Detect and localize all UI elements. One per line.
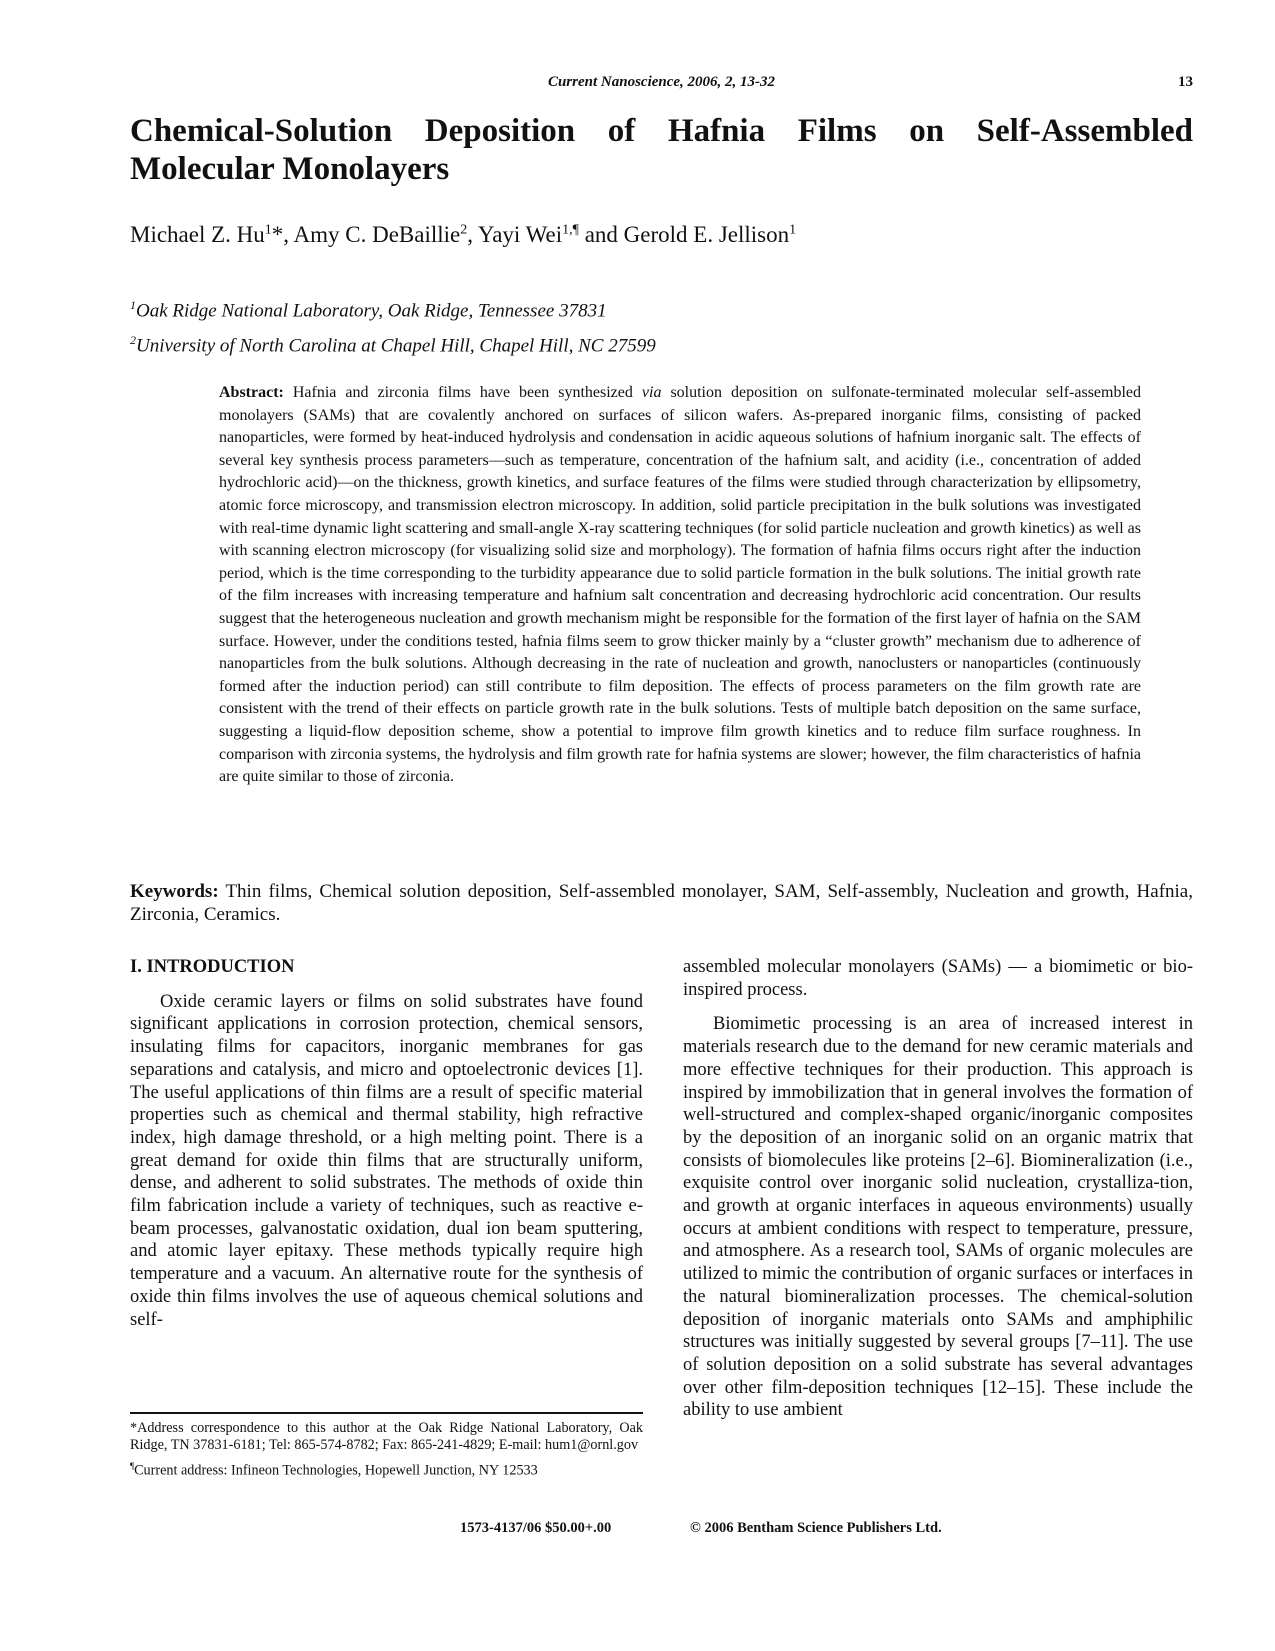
journal-pages: 13-32 [740,74,776,90]
footnote-correspondence: *Address correspondence to this author at the Oak Ridge National Laboratory, Oak Ridge, TN 37831-6181; Tel: 865-574-8782; Fax: 865-241-4829; E-mail: hum1@ornl.gov [130,1420,643,1453]
affiliation-1 [130,298,1193,322]
journal-name: Current Nanoscience, [547,74,684,90]
author-name: Michael Z. Hu [130,222,265,247]
footer-issn: 1573-4137/06 $50.00+.00 [460,1520,612,1536]
footer-copyright: © 2006 Bentham Science Publishers Ltd. [690,1520,942,1536]
author-affiliation-mark: 2 [460,222,468,238]
introduction-paragraph-1: Oxide ceramic layers or films on solid substrates have found significant applications in corrosion protection, chemical sensors, insulating films for capacitors, inorganic membranes for gas separations and catalysis, and micro and optoelectronic devices [1]. The useful applications of thin films are a result of specific material properties such as chemical and thermal stability, high refractive index, high damage threshold, or a high melting point. There is a great demand for oxide thin films that are structurally uniform, dense, and adherent to solid substrates. The methods of oxide thin film fabrication include a variety of techniques, such as reactive e-beam processes, galvanostatic oxidation, dual ion beam sputtering, and atomic layer epitaxy. These methods typically require high temperature and a vacuum. An alternative route for the synthesis of oxide thin films involves the use of aqueous chemical solutions and self- [130,991,643,1330]
author-affiliation-mark: 1,¶ [562,222,579,238]
abstract-label: Abstract: [219,384,284,401]
left-column [130,956,643,1331]
affiliation-mark: 2 [130,333,136,347]
page-footer [130,1520,1193,1540]
keywords-text: Thin films, Chemical solution deposition, Self-assembled monolayer, SAM, Self-assembly, Nucleation and growth, Hafnia, Zirconia, Ceramics. [130,881,1193,925]
journal-year: 2006, [687,74,722,90]
author-list [130,222,1193,248]
affiliation-text: Oak Ridge National Laboratory, Oak Ridge, Tennessee 37831 [136,300,607,322]
author-affiliation-mark: 1 [264,222,272,238]
journal-volume: 2, [725,74,737,90]
page-number: 13 [1178,74,1193,90]
author-name: Yayi Wei [477,222,563,247]
footnote-current-address-text: Current address: Infineon Technologies, Hopewell Junction, NY 12533 [134,1462,538,1479]
introduction-continuation: assembled molecular monolayers (SAMs) — a biomimetic or bio-inspired process. [683,957,1193,1000]
section-heading-introduction: I. INTRODUCTION [130,957,295,977]
abstract-text-rest: solution deposition on sulfonate-terminated molecular self-assembled monolayers (SAMs) that are covalently anchored on surfaces of silicon wafers. As-prepared inorganic films, consisting of packed nanoparticles, were formed by heat-induced hydrolysis and condensation in acidic aqueous solutions of hafnium inorganic salt. The effects of several key synthesis process parameters—such as temperature, concentration of the hafnium salt, and acidity (i.e., concentration of added hydrochloric acid)—on the thickness, growth kinetics, and surface features of the films were studied through characterization by ellipsometry, atomic force microscopy, and transmission electron microscopy. In addition, solid particle precipitation in the bulk solutions was investigated with real-time dynamic light scattering and small-angle X-ray scattering techniques (for solid particle nucleation and growth kinetics) as well as with scanning electron microscopy (for visualizing solid size and morphology). The formation of hafnia films occurs right after the induction period, which is the time corresponding to the turbidity appearance due to solid particle formation in the bulk solutions. The initial growth rate of the film increases with increasing temperature and hafnium salt concentration and decreasing hydrochloric acid concentration. Our results suggest that the heterogeneous nucleation and growth mechanism might be responsible for the formation of the first layer of hafnia on the SAM surface. However, under the conditions tested, hafnia films seem to grow thicker mainly by a “cluster growth” mechanism due to adherence of nanoparticles from the bulk solutions. Although decreasing in the rate of nucleation and growth, nanoclusters or nanoparticles (continuously formed after the induction period) can still contribute to film deposition. The effects of process parameters on the film growth rate are consistent with the trend of their effects on particle growth rate in the bulk solutions. Tests of multiple batch deposition on the same surface, suggesting a liquid-flow deposition scheme, show a potential to improve film growth kinetics and to reduce film surface roughness. In comparison with zirconia systems, the hydrolysis and film growth rate for hafnia systems are slower; however, the film characteristics of hafnia are quite similar to those of zirconia. [219,384,1142,786]
journal-citation [130,74,1193,91]
author-separator: and [578,222,624,247]
author-name: Gerold E. Jellison [623,222,790,247]
paper-title: Chemical-Solution Deposition of Hafnia Films on Self-Assembled Molecular Monolayers [130,113,1193,187]
footnote-mark: ¶ [130,1461,135,1471]
abstract-text-start: Hafnia and zirconia films have been synthesized [292,384,633,401]
author-name: Amy C. DeBaillie [293,222,461,247]
affiliation-text: University of North Carolina at Chapel Hill, Chapel Hill, NC 27599 [136,335,656,357]
keywords-label: Keywords: [130,881,219,902]
abstract [219,382,1141,789]
footnote-current-address [130,1458,643,1480]
right-column [683,956,1193,1422]
keywords [130,880,1193,926]
affiliation-mark: 1 [130,298,136,312]
running-head [130,74,1193,94]
abstract-italic-via: via [641,384,662,401]
footnote-divider [130,1412,643,1414]
introduction-paragraph-2: Biomimetic processing is an area of increased interest in materials research due to the demand for new ceramic materials and more effective techniques for their production. This approach is inspired by immobilization that in general involves the formation of well-structured and complex-shaped organic/inorganic composites by the deposition of an inorganic solid on an organic matrix that consists of biomolecules like proteins [2–6]. Biomineralization (i.e., exquisite control over inorganic solid nucleation, crystalliza-tion, and growth at organic interfaces in aqueous environments) usually occurs at ambient conditions with respect to temperature, pressure, and atmosphere. As a research tool, SAMs of organic molecules are utilized to mimic the contribution of organic surfaces or interfaces in the natural biomineralization processes. The chemical-solution deposition of inorganic materials onto SAMs and amphiphilic structures was initially suggested by several groups [7–11]. The use of solution deposition on a solid substrate has several advantages over other film-deposition techniques [12–15]. These include the ability to use ambient [683,1014,1193,1421]
affiliation-2 [130,333,1193,357]
footnotes [130,1420,643,1484]
author-separator: *, [271,222,294,247]
author-separator: , [467,222,478,247]
author-affiliation-mark: 1 [789,222,797,238]
